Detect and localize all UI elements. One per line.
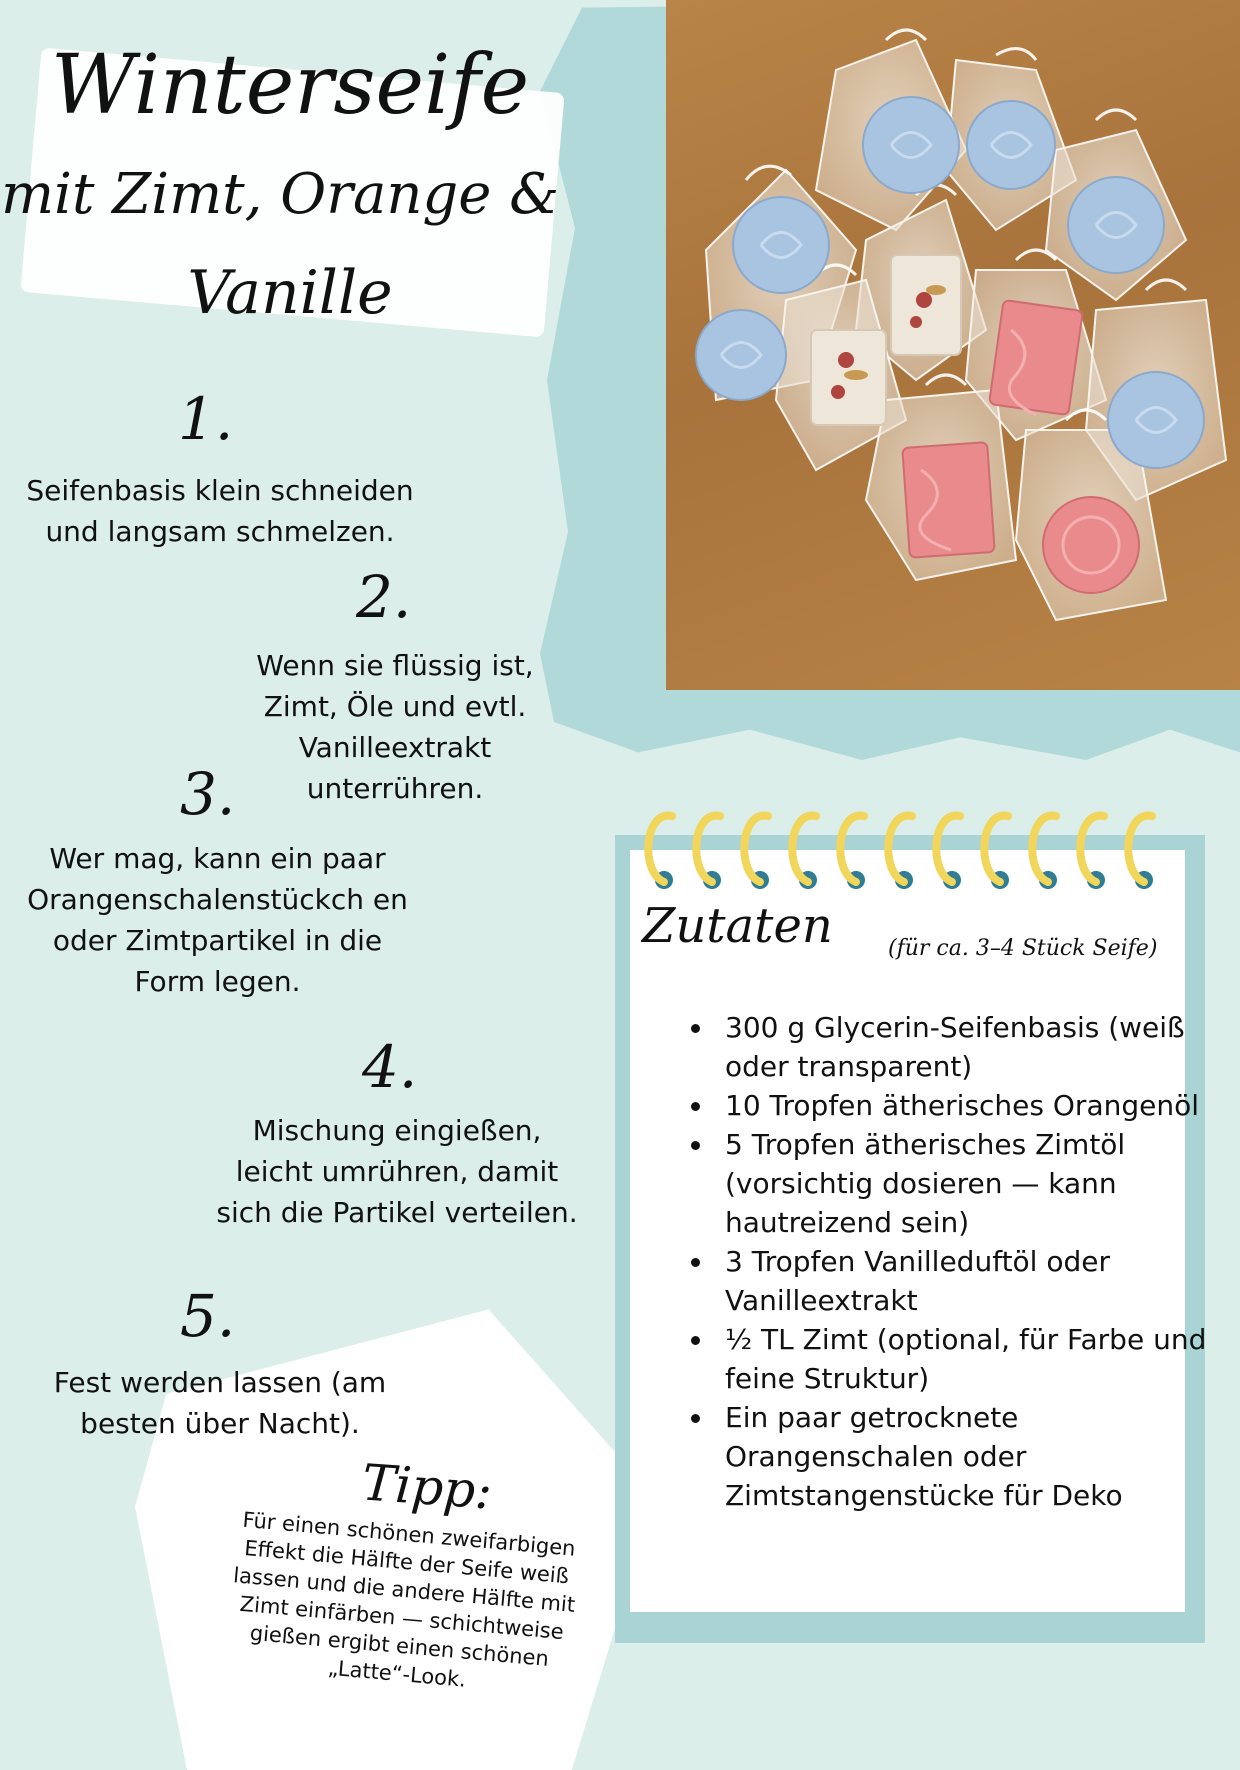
step-text-4: Mischung eingießen, leicht umrühren, damit sich die Partikel verteilen. bbox=[216, 1114, 578, 1229]
step-number-5: 5. bbox=[180, 1282, 236, 1350]
tip-text: Für einen schönen zweifarbigen Effekt die Hälfte der Seife weiß lassen und die andere Hälfte mit Zimt einfärben — schichtweise gießen ergibt einen schönen „Latte“-Look. bbox=[232, 1507, 577, 1692]
ingredient-item: • Ein paar getrocknete Orangenschalen oder Zimtstangenstücke für Deko bbox=[715, 1398, 1215, 1515]
ingredient-item: • 300 g Glycerin-Seifenbasis (weiß oder transparent) bbox=[715, 1008, 1215, 1086]
ingredient-item: • 5 Tropfen ätherisches Zimtöl (vorsichtig dosieren — kann hautreizend sein) bbox=[715, 1125, 1215, 1242]
step-text-5: Fest werden lassen (am besten über Nacht). bbox=[53, 1366, 387, 1440]
step-text-1: Seifenbasis klein schneiden und langsam schmelzen. bbox=[26, 474, 414, 548]
step-number-1: 1. bbox=[178, 385, 234, 453]
soap-photo bbox=[666, 0, 1240, 690]
ingredient-item: • 3 Tropfen Vanilleduftöl oder Vanilleextrakt bbox=[715, 1242, 1215, 1320]
title-subline-2: Vanille bbox=[187, 258, 393, 328]
ingredients-title: Zutaten bbox=[642, 898, 833, 954]
step-number-3: 3. bbox=[180, 760, 236, 828]
ingredient-item: • 10 Tropfen ätherisches Orangenöl bbox=[715, 1086, 1215, 1125]
title-main: Winterseife bbox=[50, 38, 530, 133]
title-subline: mit Zimt, Orange & bbox=[0, 162, 560, 227]
soap-photo-illustration bbox=[666, 0, 1240, 690]
ingredients-list bbox=[660, 1008, 1215, 1515]
step-number-4: 4. bbox=[362, 1033, 418, 1101]
step-number-2: 2. bbox=[356, 563, 412, 631]
notepad-spiral-binding bbox=[628, 802, 1188, 892]
ingredient-item: • ½ TL Zimt (optional, für Farbe und feine Struktur) bbox=[715, 1320, 1215, 1398]
ingredients-subtitle: (für ca. 3–4 Stück Seife) bbox=[888, 936, 1158, 961]
step-text-2: Wenn sie flüssig ist, Zimt, Öle und evtl. Vanilleextrakt unterrühren. bbox=[256, 649, 534, 805]
tip-title: Tipp: bbox=[360, 1453, 495, 1521]
step-text-3: Wer mag, kann ein paar Orangenschalenstückch en oder Zimtpartikel in die Form legen. bbox=[27, 842, 408, 998]
